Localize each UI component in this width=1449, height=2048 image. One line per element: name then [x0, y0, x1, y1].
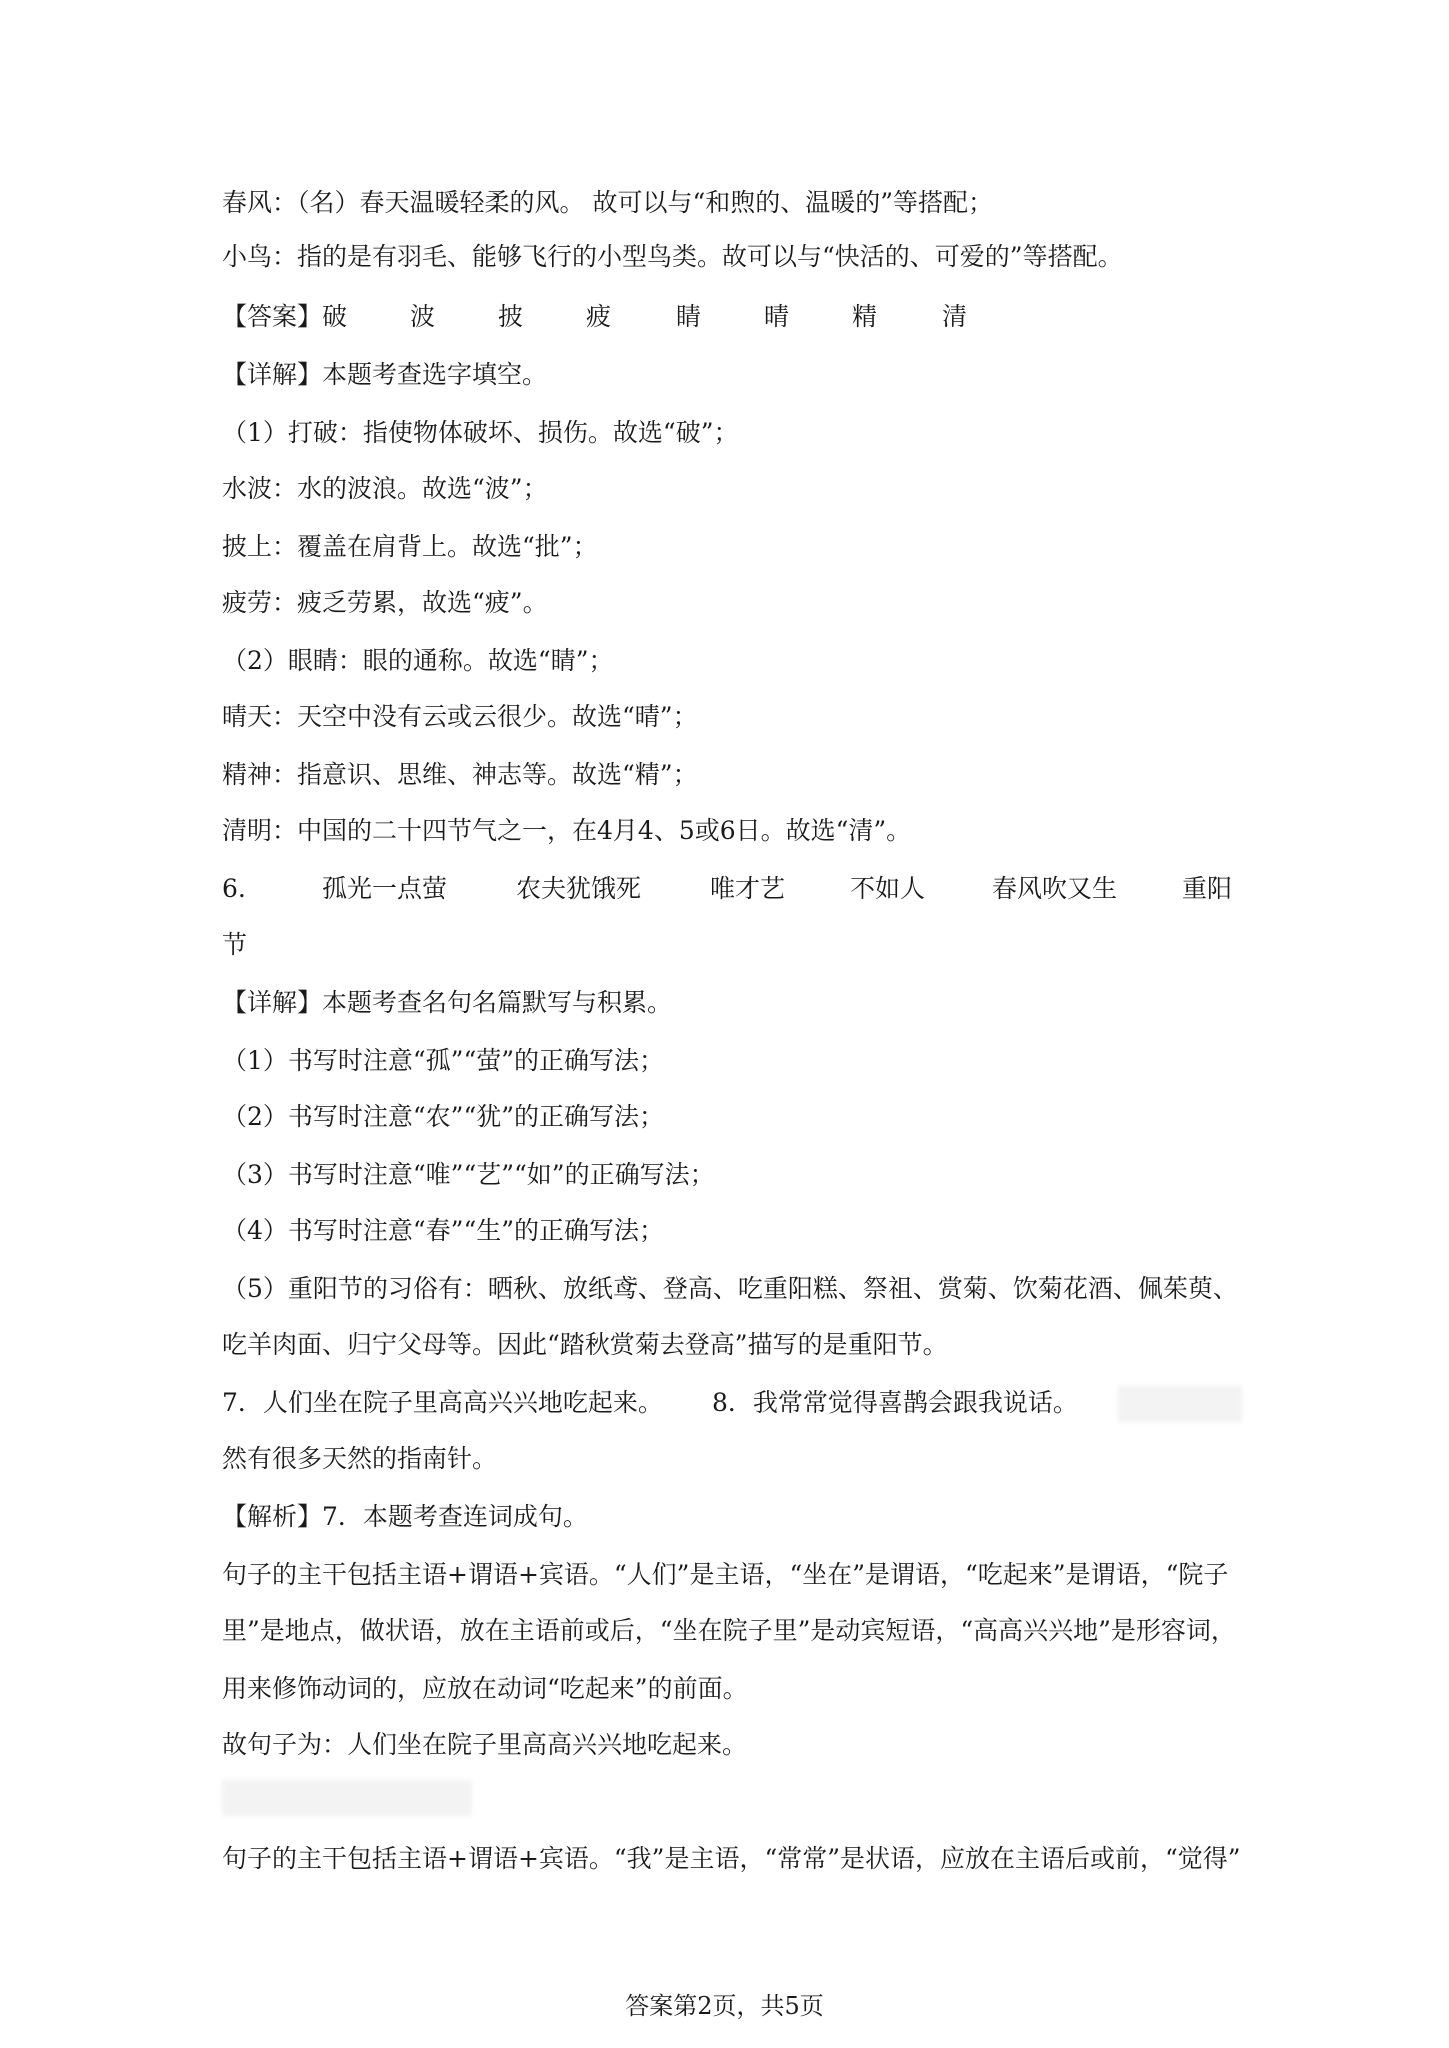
detail-heading: 【详解】本题考查选字填空。: [222, 360, 548, 389]
detail-item: 水波：水的波浪。故选“波”；: [222, 474, 548, 503]
answer-phrase: 春风吹又生: [992, 874, 1118, 903]
answer-row-78: [222, 1386, 1242, 1420]
answer-row-6: [222, 872, 1242, 906]
answer-7: 7．人们坐在院子里高高兴兴地吃起来。: [222, 1388, 663, 1417]
answer-char: 清: [942, 302, 968, 331]
answer-char: 疲: [586, 302, 612, 331]
detail-item: 晴天：天空中没有云或云很少。故选“晴”；: [222, 702, 698, 731]
text-line: 小鸟：指的是有羽毛、能够飞行的小型鸟类。故可以与“快活的、可爱的”等搭配。: [222, 242, 1123, 271]
answer-char: 精: [852, 302, 878, 331]
detail-item: 披上：覆盖在肩背上。故选“批”；: [222, 532, 598, 561]
answer-char: 披: [498, 302, 524, 331]
answer-wrap: 节: [222, 930, 248, 959]
detail-item: 精神：指意识、思维、神志等。故选“精”；: [222, 760, 698, 789]
answer-phrase: 唯才艺: [710, 874, 786, 903]
detail-item: 吃羊肉面、归宁父母等。因此“踏秋赏菊去登高”描写的是重阳节。: [222, 1330, 948, 1359]
redacted-area: [1118, 1386, 1242, 1422]
redacted-area: [222, 1780, 472, 1816]
answer-row-5: [222, 300, 1242, 334]
text-line: 春风：（名）春天温暖轻柔的风。 故可以与“和煦的、温暖的”等搭配；: [222, 188, 994, 217]
detail-item: （1）书写时注意“孤”“萤”的正确写法；: [222, 1046, 665, 1075]
answer-label: 【答案】破: [222, 302, 348, 331]
answer-char: 波: [410, 302, 436, 331]
analysis-line: 用来修饰动词的，应放在动词“吃起来”的前面。: [222, 1674, 748, 1703]
detail-item: （2）书写时注意“农”“犹”的正确写法；: [222, 1102, 665, 1131]
answer-9-tail: 然有很多天然的指南针。: [222, 1444, 498, 1473]
answer-phrase: 重阳: [1182, 874, 1233, 903]
detail-item: （5）重阳节的习俗有：晒秋、放纸鸢、登高、吃重阳糕、祭祖、赏菊、饮菊花酒、佩茱萸、: [222, 1274, 1238, 1303]
answer-phrase: 农夫犹饿死: [516, 874, 642, 903]
answer-phrase: 孤光一点萤: [322, 874, 448, 903]
answer-char: 睛: [676, 302, 702, 331]
detail-item: 清明：中国的二十四节气之一，在4月4、5或6日。故选“清”。: [222, 816, 912, 845]
answer-phrase: 不如人: [850, 874, 926, 903]
analysis-line: 句子的主干包括主语+谓语+宾语。“我”是主语，“常常”是状语，应放在主语后或前，“觉得”: [222, 1844, 1241, 1873]
answer-char: 晴: [764, 302, 790, 331]
detail-item: 疲劳：疲乏劳累，故选“疲”。: [222, 588, 548, 617]
page-footer: 答案第2页，共5页: [625, 1992, 824, 2020]
analysis-heading: 【解析】7．本题考查连词成句。: [222, 1502, 588, 1531]
detail-heading: 【详解】本题考查名句名篇默写与积累。: [222, 988, 673, 1017]
analysis-line: 里”是地点，做状语，放在主语前或后，“坐在院子里”是动宾短语，“高高兴兴地”是形容词，: [222, 1616, 1236, 1645]
answer-8: 8．我常常觉得喜鹊会跟我说话。: [712, 1388, 1078, 1417]
detail-item: （3）书写时注意“唯”“艺”“如”的正确写法；: [222, 1160, 715, 1189]
question-number: 6.: [222, 874, 246, 903]
detail-item: （2）眼睛：眼的通称。故选“睛”；: [222, 646, 614, 675]
analysis-line: 故句子为：人们坐在院子里高高兴兴地吃起来。: [222, 1730, 748, 1759]
detail-item: （1）打破：指使物体破坏、损伤。故选“破”；: [222, 418, 739, 447]
detail-item: （4）书写时注意“春”“生”的正确写法；: [222, 1216, 665, 1245]
analysis-line: 句子的主干包括主语+谓语+宾语。“人们”是主语，“坐在”是谓语，“吃起来”是谓语，“院子: [222, 1560, 1229, 1589]
